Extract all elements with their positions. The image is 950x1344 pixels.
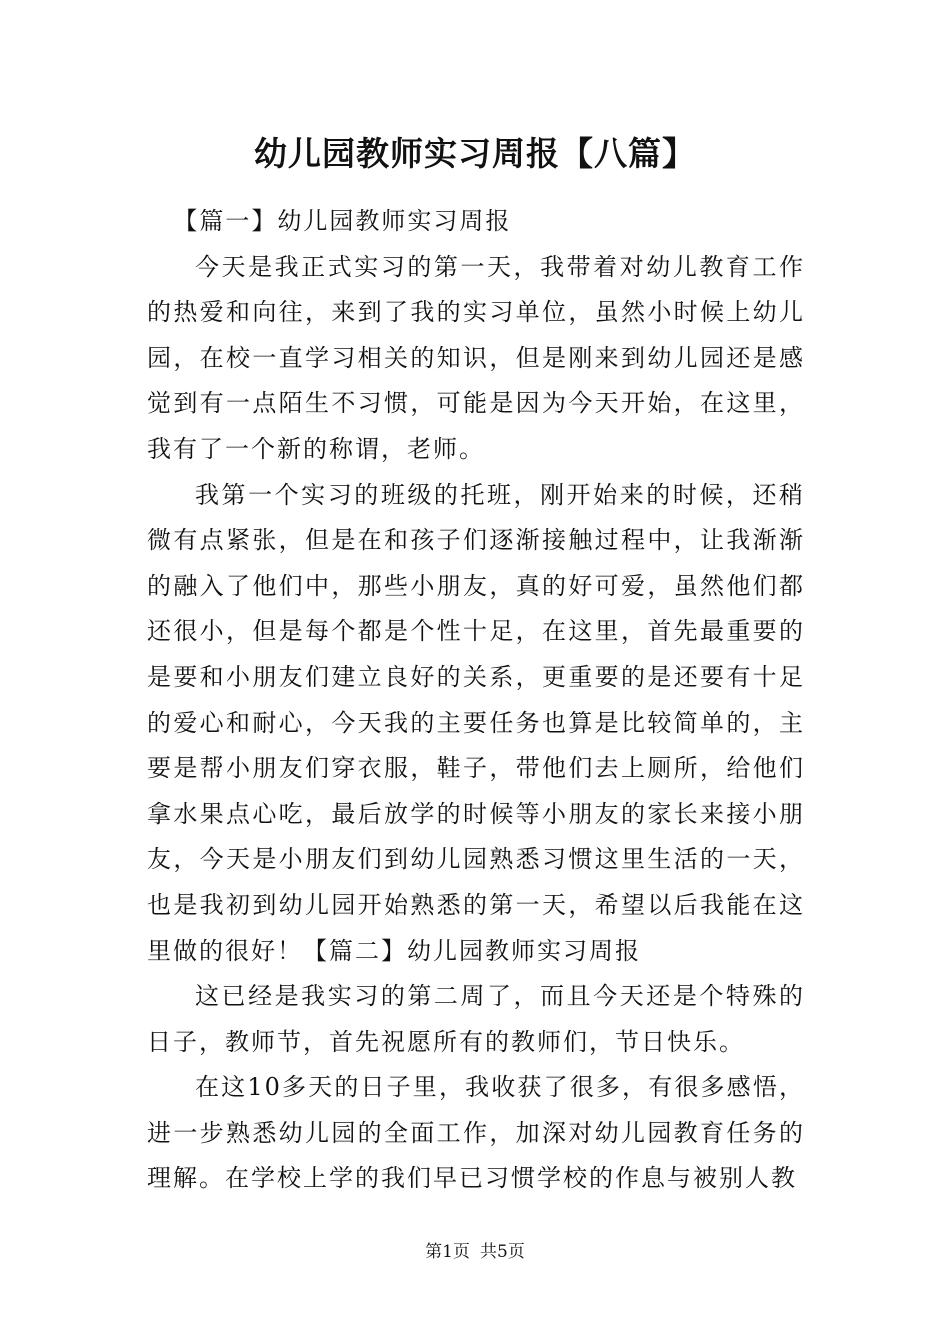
- page-footer: [0, 1240, 950, 1264]
- section-heading: 【篇一】幼儿园教师实习周报: [173, 207, 512, 235]
- page-total: 共5页: [480, 1242, 525, 1262]
- paragraph: 这已经是我实习的第二周了，而且今天还是个特殊的日子，教师节，首先祝愿所有的教师们，节日快乐。: [147, 982, 805, 1056]
- paragraph: 今天是我正式实习的第一天，我带着对幼儿教育工作的热爱和向往，来到了我的实习单位，虽然小时候上幼儿园，在校一直学习相关的知识，但是刚来到幼儿园还是感觉到有一点陌生不习惯，可能是因为今天开始，在这里，我有了一个新的称谓，老师。: [147, 252, 805, 463]
- paragraph: 我第一个实习的班级的托班，刚开始来的时候，还稍微有点紧张，但是在和孩子们逐渐接触过程中，让我渐渐的融入了他们中，那些小朋友，真的好可爱，虽然他们都还很小，但是每个都是个性十足，在这里，首先最重要的是要和小朋友们建立良好的关系，更重要的是还要有十足的爱心和耐心，今天我的主要任务也算是比较简单的，主要是帮小朋友们穿衣服，鞋子，带他们去上厕所，给他们拿水果点心吃，最后放学的时候等小朋友的家长来接小朋友，今天是小朋友们到幼儿园熟悉习惯这里生活的一天，也是我初到幼儿园开始熟悉的第一天，希望以后我能在这里做的很好！【篇二】幼儿园教师实习周报: [147, 480, 805, 965]
- document-title: 幼儿园教师实习周报【八篇】: [254, 134, 696, 173]
- paragraph: 在这10多天的日子里，我收获了很多，有很多感悟，进一步熟悉幼儿园的全面工作，加深对幼儿园教育任务的理解。在学校上学的我们早已习惯学校的作息与被别人教: [147, 1073, 805, 1193]
- document-body: [147, 199, 805, 1202]
- page-number: 第1页: [425, 1242, 470, 1262]
